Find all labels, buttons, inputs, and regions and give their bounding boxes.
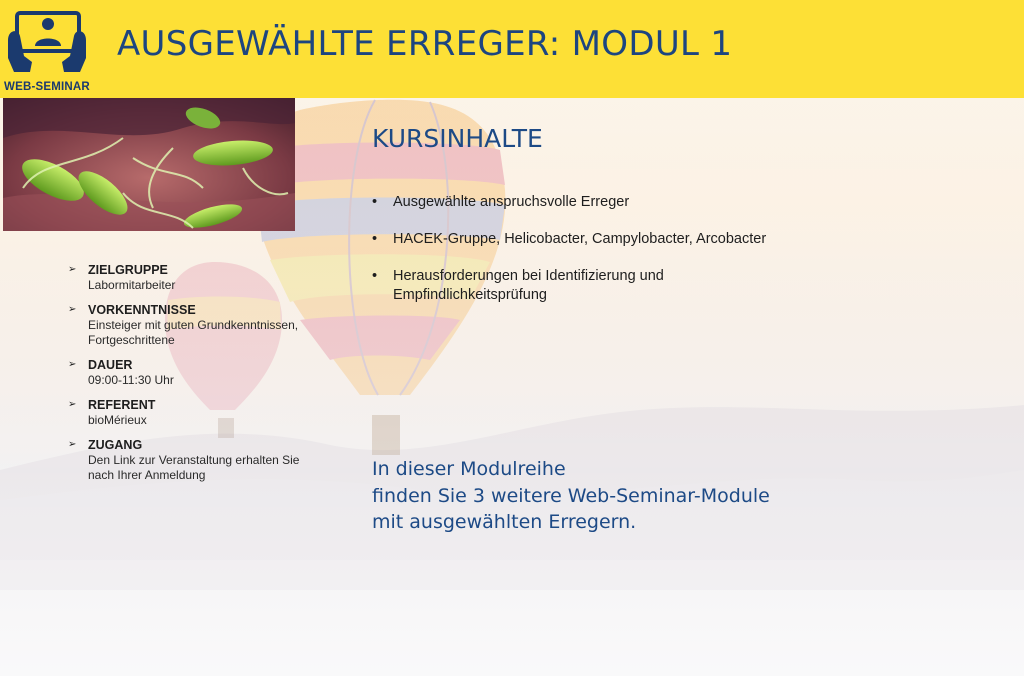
arrow-bullet-icon: ➢ [68,264,77,275]
list-item [372,193,852,212]
arrow-bullet-icon: ➢ [68,399,77,410]
info-value: Einsteiger mit guten Grundkenntnissen, [88,318,299,332]
note-line: finden Sie 3 weitere Web-Seminar-Module [372,484,770,507]
info-item-dauer [68,358,348,388]
presenter-screen-icon [0,0,94,80]
seminar-info-list [68,263,348,493]
bullet-dot-icon: • [372,194,378,210]
info-value: 09:00-11:30 Uhr [88,373,174,387]
page-title: AUSGEWÄHLTE ERREGER: MODUL 1 [117,24,733,64]
course-content-list [372,193,852,323]
bacteria-photo [3,98,295,231]
info-label: REFERENT [88,398,156,412]
info-item-zugang [68,438,348,483]
list-item [372,267,852,305]
bullet-dot-icon: • [372,268,378,284]
logo-label: WEB-SEMINAR [4,81,90,93]
info-item-vorkenntnisse [68,303,348,348]
info-value: Den Link zur Veranstaltung erhalten Sie [88,453,300,467]
note-line: In dieser Modulreihe [372,458,566,480]
info-label: DAUER [88,358,133,372]
arrow-bullet-icon: ➢ [68,304,77,315]
info-label: VORKENNTNISSE [88,303,196,317]
header-bar [0,0,1024,98]
info-value: bioMérieux [88,413,147,427]
list-item-text: Empfindlichkeitsprüfung [393,287,547,303]
info-value: Fortgeschrittene [88,333,175,347]
list-item-text: Herausforderungen bei Identifizierung und [393,268,664,284]
info-label: ZIELGRUPPE [88,263,168,277]
info-value: nach Ihrer Anmeldung [88,468,206,482]
module-series-note [372,456,852,536]
list-item-text: HACEK-Gruppe, Helicobacter, Campylobacter, Arcobacter [393,231,767,247]
note-line: mit ausgewählten Erregern. [372,511,637,533]
info-item-zielgruppe [68,263,348,293]
web-seminar-logo [0,0,94,98]
bullet-dot-icon: • [372,231,378,247]
list-item [372,230,852,249]
info-item-referent [68,398,348,428]
course-content-heading: KURSINHALTE [372,124,543,153]
info-label: ZUGANG [88,438,143,452]
arrow-bullet-icon: ➢ [68,359,77,370]
arrow-bullet-icon: ➢ [68,439,77,450]
info-value: Labormitarbeiter [88,278,176,292]
list-item-text: Ausgewählte anspruchsvolle Erreger [393,194,630,210]
